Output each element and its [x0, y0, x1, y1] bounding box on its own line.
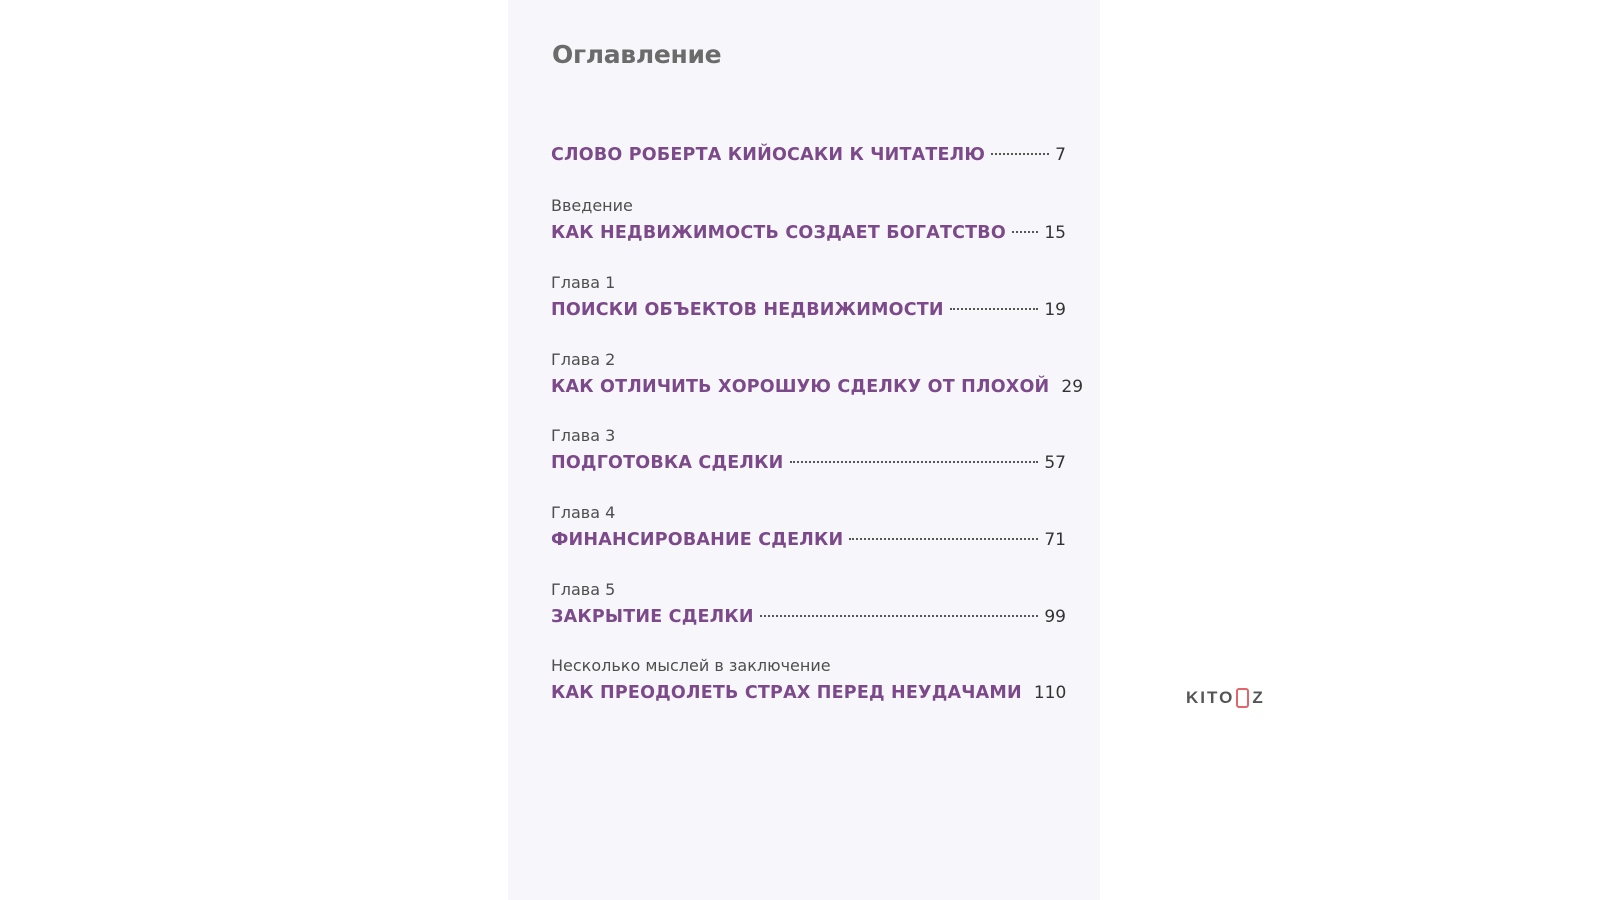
dot-leader — [1012, 231, 1038, 233]
toc-entry-title: СЛОВО РОБЕРТА КИЙОСАКИ К ЧИТАТЕЛЮ — [551, 145, 986, 165]
toc-entry-line — [551, 143, 1066, 167]
toc-entry-label: Глава 4 — [551, 503, 616, 522]
toc-entry — [551, 502, 1066, 552]
toc-entry-label: Глава 5 — [551, 580, 616, 599]
toc-entry-label: Глава 2 — [551, 350, 616, 369]
toc-entry-label: Несколько мыслей в заключение — [551, 656, 831, 675]
toc-entry-line — [551, 221, 1066, 245]
toc-entry — [551, 272, 1066, 322]
toc-entry — [551, 143, 1066, 167]
toc-entry-page: 19 — [1044, 300, 1066, 320]
toc-entry-label: Введение — [551, 196, 633, 215]
toc-entry-title: КАК ПРЕОДОЛЕТЬ СТРАХ ПЕРЕД НЕУДАЧАМИ — [551, 683, 1022, 703]
toc-entry-title: КАК НЕДВИЖИМОСТЬ СОЗДАЕТ БОГАТСТВО — [551, 223, 1006, 243]
toc-entry-title: ФИНАНСИРОВАНИЕ СДЕЛКИ — [551, 530, 844, 550]
toc-entry-line — [551, 298, 1066, 322]
toc-entry-line — [551, 451, 1066, 475]
toc-entry-line — [551, 375, 1084, 399]
toc-entry — [551, 425, 1066, 475]
toc-entry-title: ЗАКРЫТИЕ СДЕЛКИ — [551, 607, 754, 627]
toc-entry — [551, 195, 1066, 245]
toc-entry-label: Глава 3 — [551, 426, 616, 445]
toc-entry-line — [551, 605, 1066, 629]
dot-leader — [950, 308, 1039, 310]
watermark-logo — [1186, 688, 1265, 708]
toc-entry — [551, 655, 1066, 705]
dot-leader — [991, 153, 1049, 155]
watermark-text-left: KITO — [1186, 688, 1235, 707]
page-title: Оглавление — [552, 40, 722, 69]
toc-entry-title: КАК ОТЛИЧИТЬ ХОРОШУЮ СДЕЛКУ ОТ ПЛОХОЙ — [551, 377, 1050, 397]
toc-entry-page: 99 — [1044, 607, 1066, 627]
toc-entry — [551, 349, 1084, 399]
toc-entry-page: 71 — [1044, 530, 1066, 550]
dot-leader — [760, 615, 1039, 617]
toc-entry-page: 110 — [1033, 683, 1067, 703]
dot-leader — [790, 461, 1039, 463]
watermark-text-right: Z — [1252, 688, 1265, 707]
toc-entry-title: ПОИСКИ ОБЪЕКТОВ НЕДВИЖИМОСТИ — [551, 300, 944, 320]
toc-entry — [551, 579, 1066, 629]
toc-entry-title: ПОДГОТОВКА СДЕЛКИ — [551, 453, 784, 473]
toc-entry-page: 15 — [1044, 223, 1066, 243]
logo-box-icon — [1236, 688, 1249, 708]
toc-entry-line — [551, 528, 1066, 552]
toc-entry-page: 29 — [1061, 377, 1084, 397]
dot-leader — [849, 538, 1038, 540]
toc-entry-line — [551, 681, 1066, 705]
toc-entry-page: 57 — [1044, 453, 1066, 473]
toc-entry-page: 7 — [1055, 145, 1066, 165]
toc-entry-label: Глава 1 — [551, 273, 616, 292]
